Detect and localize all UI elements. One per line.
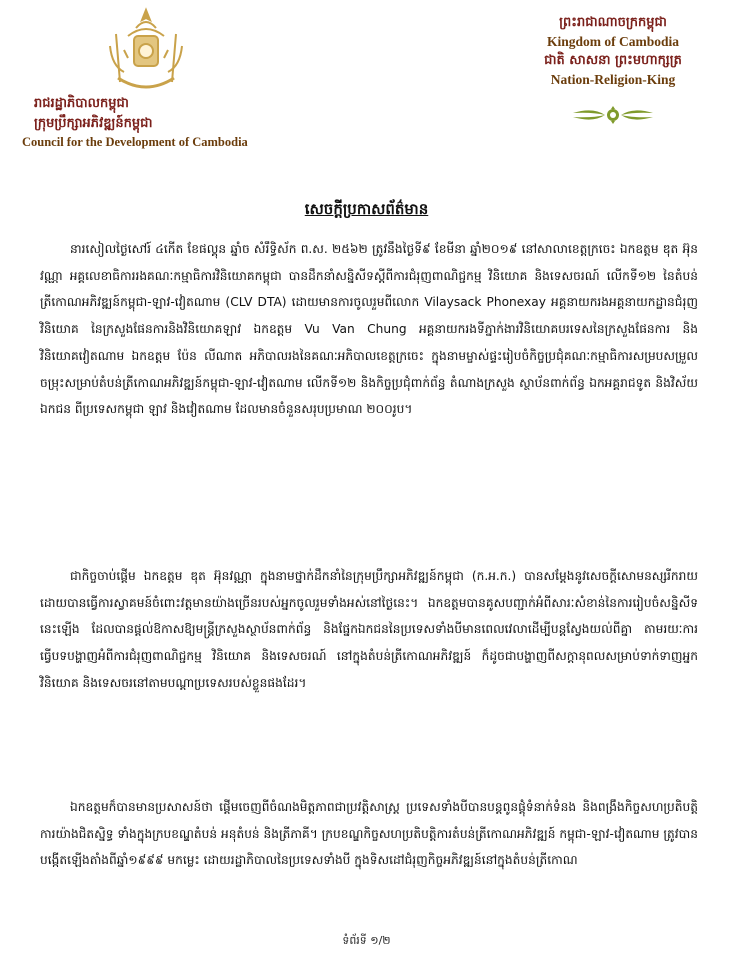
header-right	[513, 14, 713, 126]
header-left	[16, 6, 276, 150]
council-name-kh: ក្រុមប្រឹក្សាអភិវឌ្ឍន៍កម្ពុជា	[34, 116, 153, 131]
motto-en: Nation-Religion-King	[550, 72, 676, 87]
kingdom-name-en: Kingdom of Cambodia	[546, 34, 680, 49]
motto-kh: ជាតិ សាសនា ព្រះមហាក្សត្រ	[544, 53, 682, 68]
paragraph-3: ឯកឧត្តមក៏បានមានប្រសាសន៍ថា ផ្តើមចេញពីចំណងមិត្តភាពជាប្រវត្តិសាស្ត្រ ប្រទេសទាំងបីបានបន្តពូនផ្តុំទំនាក់ទំនង និងពង្រឹងកិច្ចសហប្រតិបត្តិការយ៉ាងជិតស្និទ្ធ ទាំងក្នុងក្របខណ្ឌតំបន់ អនុតំបន់ និងត្រីភាគី។ ក្របខណ្ឌកិច្ចសហប្រតិបត្តិការតំបន់ត្រីកោណអភិវឌ្ឍន៍ កម្ពុជា-ឡាវ-វៀតណាម ត្រូវបានបង្កើតឡើងតាំងពីឆ្នាំ១៩៩៩ មកម្លេះ ដោយរដ្ឋាភិបាលនៃប្រទេសទាំងបី ក្នុងទិសដៅជំរុញកិច្ចអភិវឌ្ឍន៍នៅក្នុងតំបន់ត្រីកោណ	[40, 800, 698, 868]
page-number: ទំព័រទី ១/២	[342, 934, 391, 947]
government-name: រាជរដ្ឋាភិបាលកម្ពុជា	[34, 96, 129, 111]
ornament-divider-icon	[565, 104, 661, 126]
kingdom-name-kh: ព្រះរាជាណាចក្រកម្ពុជា	[559, 15, 667, 30]
paragraph-1: នារសៀលថ្ងៃសៅរ៍ ៤កើត ខែផល្គុន ឆ្នាំច សំរឹទ្ធិស័ក ព.ស. ២៥៦២ ត្រូវនឹងថ្ងៃទី៩ ខែមីនា ឆ្នាំ២០១៩ នៅសាលាខេត្តក្រចេះ ឯកឧត្តម ឌុត អ៊ុនវណ្ណា អគ្គលេខាធិការរងគណៈកម្មាធិការវិនិយោគកម្ពុជា បានដឹកនាំសន្និសីទស្តីពីការជំរុញពាណិជ្ជកម្ម វិនិយោគ និងទេសចរណ៍ លើកទី១២ នៃតំបន់ត្រីកោណអភិវឌ្ឍន៍កម្ពុជា-ឡាវ-វៀតណាម (CLV DTA) ដោយមានការចូលរួមពីលោក Vilaysack Phonexay អគ្គនាយករងអគ្គនាយកដ្ឋានជំរុញវិនិយោគ នៃក្រសួងផែនការនិងវិនិយោគឡាវ ឯកឧត្តម Vu Van Chung អគ្គនាយករងទីភ្នាក់ងារវិនិយោគបរទេសនៃក្រសួងផែនការ និងវិនិយោគវៀតណាម ឯកឧត្តម ប៉ែន លីណាត អភិបាលរងនៃគណៈអភិបាលខេត្តក្រចេះ ក្នុងនាមម្ចាស់ផ្ទះរៀបចំកិច្ចប្រជុំគណៈកម្មាធិការសម្របសម្រួលចម្រុះសម្រាប់តំបន់ត្រីកោណអភិវឌ្ឍន៍កម្ពុជា-ឡាវ-វៀតណាម លើកទី១២ និងកិច្ចប្រជុំពាក់ព័ន្ធ តំណាងក្រសួង ស្ថាប័នពាក់ព័ន្ធ ឯកអគ្គរាជទូត និងវិស័យឯកជន ពីប្រទេសកម្ពុជា ឡាវ និងវៀតណាម ដែលមានចំនួនសរុបប្រមាណ ២០០រូប។	[40, 242, 698, 417]
council-name-en: Council for the Development of Cambodia	[22, 135, 248, 149]
cambodia-emblem-icon	[98, 6, 194, 94]
paragraph-2: ជាកិច្ចចាប់ផ្តើម ឯកឧត្តម ឌុត អ៊ុនវណ្ណា ក្នុងនាមថ្នាក់ដឹកនាំនៃក្រុមប្រឹក្សាអភិវឌ្ឍន៍កម្ពុជា (ក.អ.ក.) បានសម្តែងនូវសេចក្តីសោមនស្សរីករាយ ដោយបានធ្វើការស្វាគមន៍ចំពោះវត្តមានយ៉ាងច្រើនរបស់អ្នកចូលរួមទាំងអស់នៅថ្ងៃនេះ។ ឯកឧត្តមបានគូសបញ្ជាក់អំពីសារៈសំខាន់នៃការរៀបចំសន្និសីទនេះឡើង ដែលបានផ្តល់ឱកាសឱ្យមន្ត្រីក្រសួងស្ថាប័នពាក់ព័ន្ធ និងផ្នែកឯកជននៃប្រទេសទាំងបីមានពេលវេលាដើម្បីបន្តស្វែងយល់ពីគ្នា តាមរយៈការធ្វើបទបង្ហាញអំពីការជំរុញពាណិជ្ជកម្ម វិនិយោគ និងទេសចរណ៍ នៅក្នុងតំបន់ត្រីកោណអភិវឌ្ឍន៍ ក៏ដូចជាបង្ហាញពីសក្តានុពលសម្រាប់ទាក់ទាញអ្នកវិនិយោគ និងទេសចរនៅតាមបណ្តាប្រទេសរបស់ខ្លួនផងដែរ។	[40, 569, 698, 690]
document-title: សេចក្តីប្រកាសព័ត៌មាន	[304, 200, 429, 218]
